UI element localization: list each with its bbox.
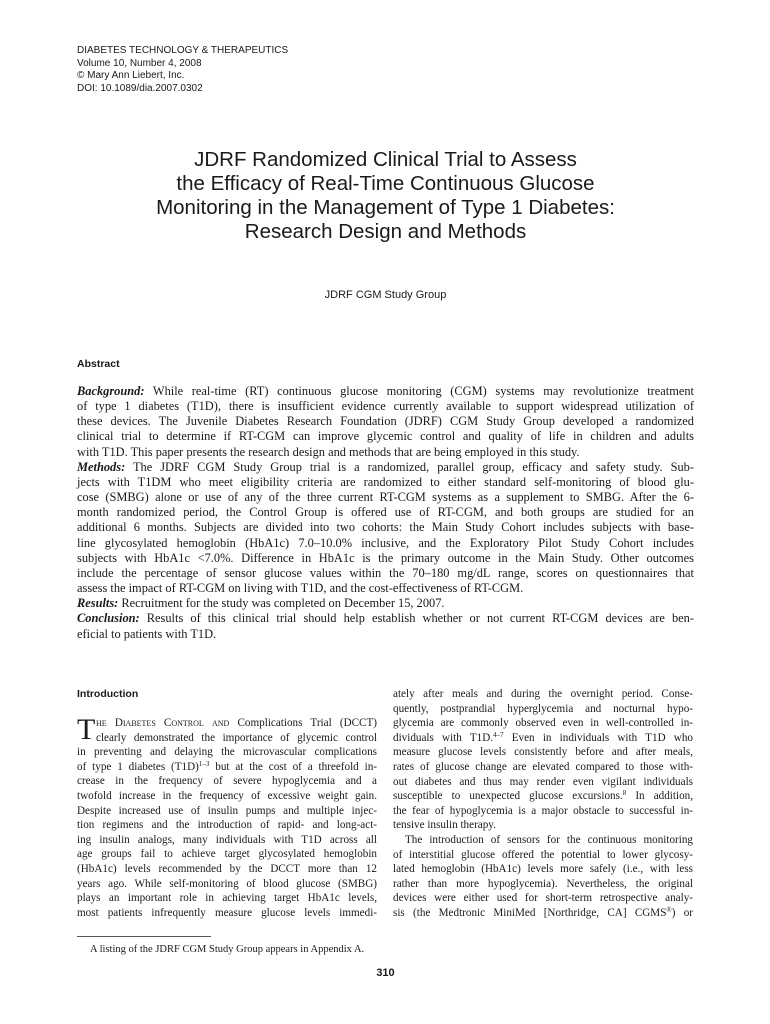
abstract-line: line glycosylated hemoglobin (HbA1c) 7.0–10.0% inclusive, and the Exploratory Pilot Study Cohort includes [77, 535, 694, 550]
body-line: sis (the Medtronic MiniMed [Northridge, CA] CGMS®) or [393, 905, 694, 919]
body-line: lated hemoglobin (HbA1c) levels more safely (i.e., with less [393, 863, 693, 876]
body-line: he Diabetes Control and Complications Trial (DCCT) [96, 717, 377, 729]
abstract-line: subjects with HbA1c <7.0%. Difference in HbA1c is the primary outcome in the Main Study. Other outcomes [77, 550, 694, 565]
abstract-line: cose (SMBG) alone or use of any of the three current RT-CGM systems as a supplement to SMBG. After the 6- [77, 490, 694, 505]
body-line: rates of glucose change are elevated compared to those with- [393, 760, 693, 773]
article-title [77, 148, 694, 244]
body-line: most patients infrequently measure glucose levels immedi- [77, 906, 377, 919]
introduction-column-right [393, 687, 693, 921]
drop-cap: T [77, 713, 96, 746]
body-line: devices were either used for short-term retrospective analy- [393, 892, 693, 905]
reference-superscript: 1–3 [198, 759, 210, 768]
body-line: in preventing and delaying the microvascular complications [77, 746, 377, 759]
journal-header [77, 45, 288, 95]
abstract-line: Methods: The JDRF CGM Study Group trial is a randomized, parallel group, efficacy and safety study. Sub- [77, 459, 694, 474]
introduction-column-left [77, 713, 377, 920]
body-line: clearly demonstrated the importance of glycemic control [96, 731, 377, 744]
title-line: JDRF Randomized Clinical Trial to Assess [194, 148, 577, 171]
body-line: plays an important role in achieving target HbA1c levels, [77, 892, 377, 905]
body-line: years ago. While self-monitoring of blood glucose (SMBG) [77, 877, 377, 890]
body-line: tensive insulin therapy. [393, 819, 496, 832]
results-label: Results: [77, 596, 119, 611]
body-line: quently, postprandial hyperglycemia and nocturnal hypo- [393, 702, 693, 715]
conclusion-label: Conclusion: [77, 611, 140, 626]
abstract-line: Results: Recruitment for the study was completed on December 15, 2007. [77, 596, 445, 611]
body-line: twofold increase in the frequency of excessive weight gain. [77, 789, 377, 802]
body-line: crease in the frequency of severe hypoglycemia and a [77, 775, 377, 788]
body-line: The introduction of sensors for the continuous monitoring [405, 833, 693, 846]
body-line: tion regimens and the introduction of rapid- and long-act- [77, 819, 377, 832]
body-line: rather than more hypoglycemia). Nevertheless, the original [393, 877, 693, 890]
reference-superscript: 8 [622, 789, 627, 798]
body-line: (HbA1c) levels recommended by the DCCT more than 12 [77, 862, 377, 875]
abstract-heading: Abstract [77, 358, 120, 370]
abstract-line: eficial to patients with T1D. [77, 626, 217, 641]
body-line: Despite increased use of insulin pumps and multiple injec- [77, 804, 377, 817]
title-line: Research Design and Methods [244, 220, 527, 243]
journal-copyright: © Mary Ann Liebert, Inc. [77, 70, 185, 81]
abstract-line: include the percentage of sensor glucose values within the 70–180 mg/dL range, scores on questionnaires that [77, 565, 694, 580]
registered-mark: ® [666, 905, 672, 914]
abstract-line: jects with T1DM who meet eligibility criteria are randomized to either standard self-monitoring of blood glu- [77, 474, 694, 489]
body-line: of type 1 diabetes $(T1D)^{1-3}$ but at the cost of a threefold in- [77, 759, 377, 773]
abstract-line: these devices. The Juvenile Diabetes Research Foundation (JDRF) CGM Study Group developed a randomized [77, 414, 694, 429]
body-line: ately after meals and during the overnight period. Conse- [393, 688, 693, 700]
journal-volume: Volume 10, Number 4, 2008 [77, 57, 202, 69]
abstract-line: assess the impact of RT-CGM on living with T1D, and the cost-effectiveness of RT-CGM. [77, 581, 524, 596]
background-label: Background: [77, 384, 145, 398]
footnote: A listing of the JDRF CGM Study Group appears in Appendix A. [90, 944, 365, 955]
body-line: age groups fail to achieve target glycosylated hemoglobin [77, 848, 377, 861]
abstract-line: month randomized period, the Control Group is offered use of RT-CGM, and both groups are studied for an [77, 505, 694, 520]
body-line: dividuals with T1D.$^{4-7}$ Even in individuals with T1D who [393, 730, 693, 744]
abstract-line: Background: While real-time (RT) continuous glucose monitoring (CGM) systems may revolutionize treatment [77, 384, 694, 398]
abstract-line: clinical trial to determine if RT-CGM can improve glycemic control and quality of life in children and adults [77, 429, 694, 444]
reference-superscript: 4–7 [493, 730, 504, 739]
title-line: Monitoring in the Management of Type 1 Diabetes: [156, 196, 615, 219]
abstract-line: Conclusion: Results of this clinical trial should help establish whether or not current RT-CGM devices are ben- [77, 611, 694, 626]
journal-name: DIABETES TECHNOLOGY & THERAPEUTICS [77, 45, 289, 56]
introduction-heading: Introduction [77, 688, 139, 700]
body-line: out diabetes and thus may render even vigilant individuals [393, 775, 693, 788]
abstract-line: with T1D. This paper presents the research design and methods that are being employed in this study. [77, 444, 580, 459]
footnote-divider [77, 936, 211, 937]
abstract-body [77, 384, 694, 642]
title-line: the Efficacy of Real-Time Continuous Glucose [176, 172, 595, 195]
author-line: JDRF CGM Study Group [324, 289, 447, 301]
body-line: glycemia are commonly observed even in well-controlled in- [393, 717, 693, 730]
abstract-line: additional 6 months. Subjects are divided into two cohorts: the Main Study Cohort includes subjects with base- [77, 520, 694, 535]
page-number: 310 [376, 967, 395, 979]
body-line: susceptible to unexpected glucose excursions.$^8$ In addition, [393, 789, 693, 803]
body-line: measure glucose levels consistently before and after meals, [393, 746, 693, 759]
journal-doi: DOI: 10.1089/dia.2007.0302 [77, 82, 203, 94]
abstract-line: of type 1 diabetes (T1D), there is insufficient evidence currently available to support widespread utilization of [77, 399, 694, 414]
body-line: ing insulin analogs, many individuals with T1D across all [77, 833, 377, 846]
body-line: of interstitial glucose offered the potential to lower glycosy- [393, 848, 693, 861]
methods-label: Methods: [77, 459, 126, 474]
body-line: the fear of hypoglycemia is a major obstacle to successful in- [393, 804, 693, 817]
